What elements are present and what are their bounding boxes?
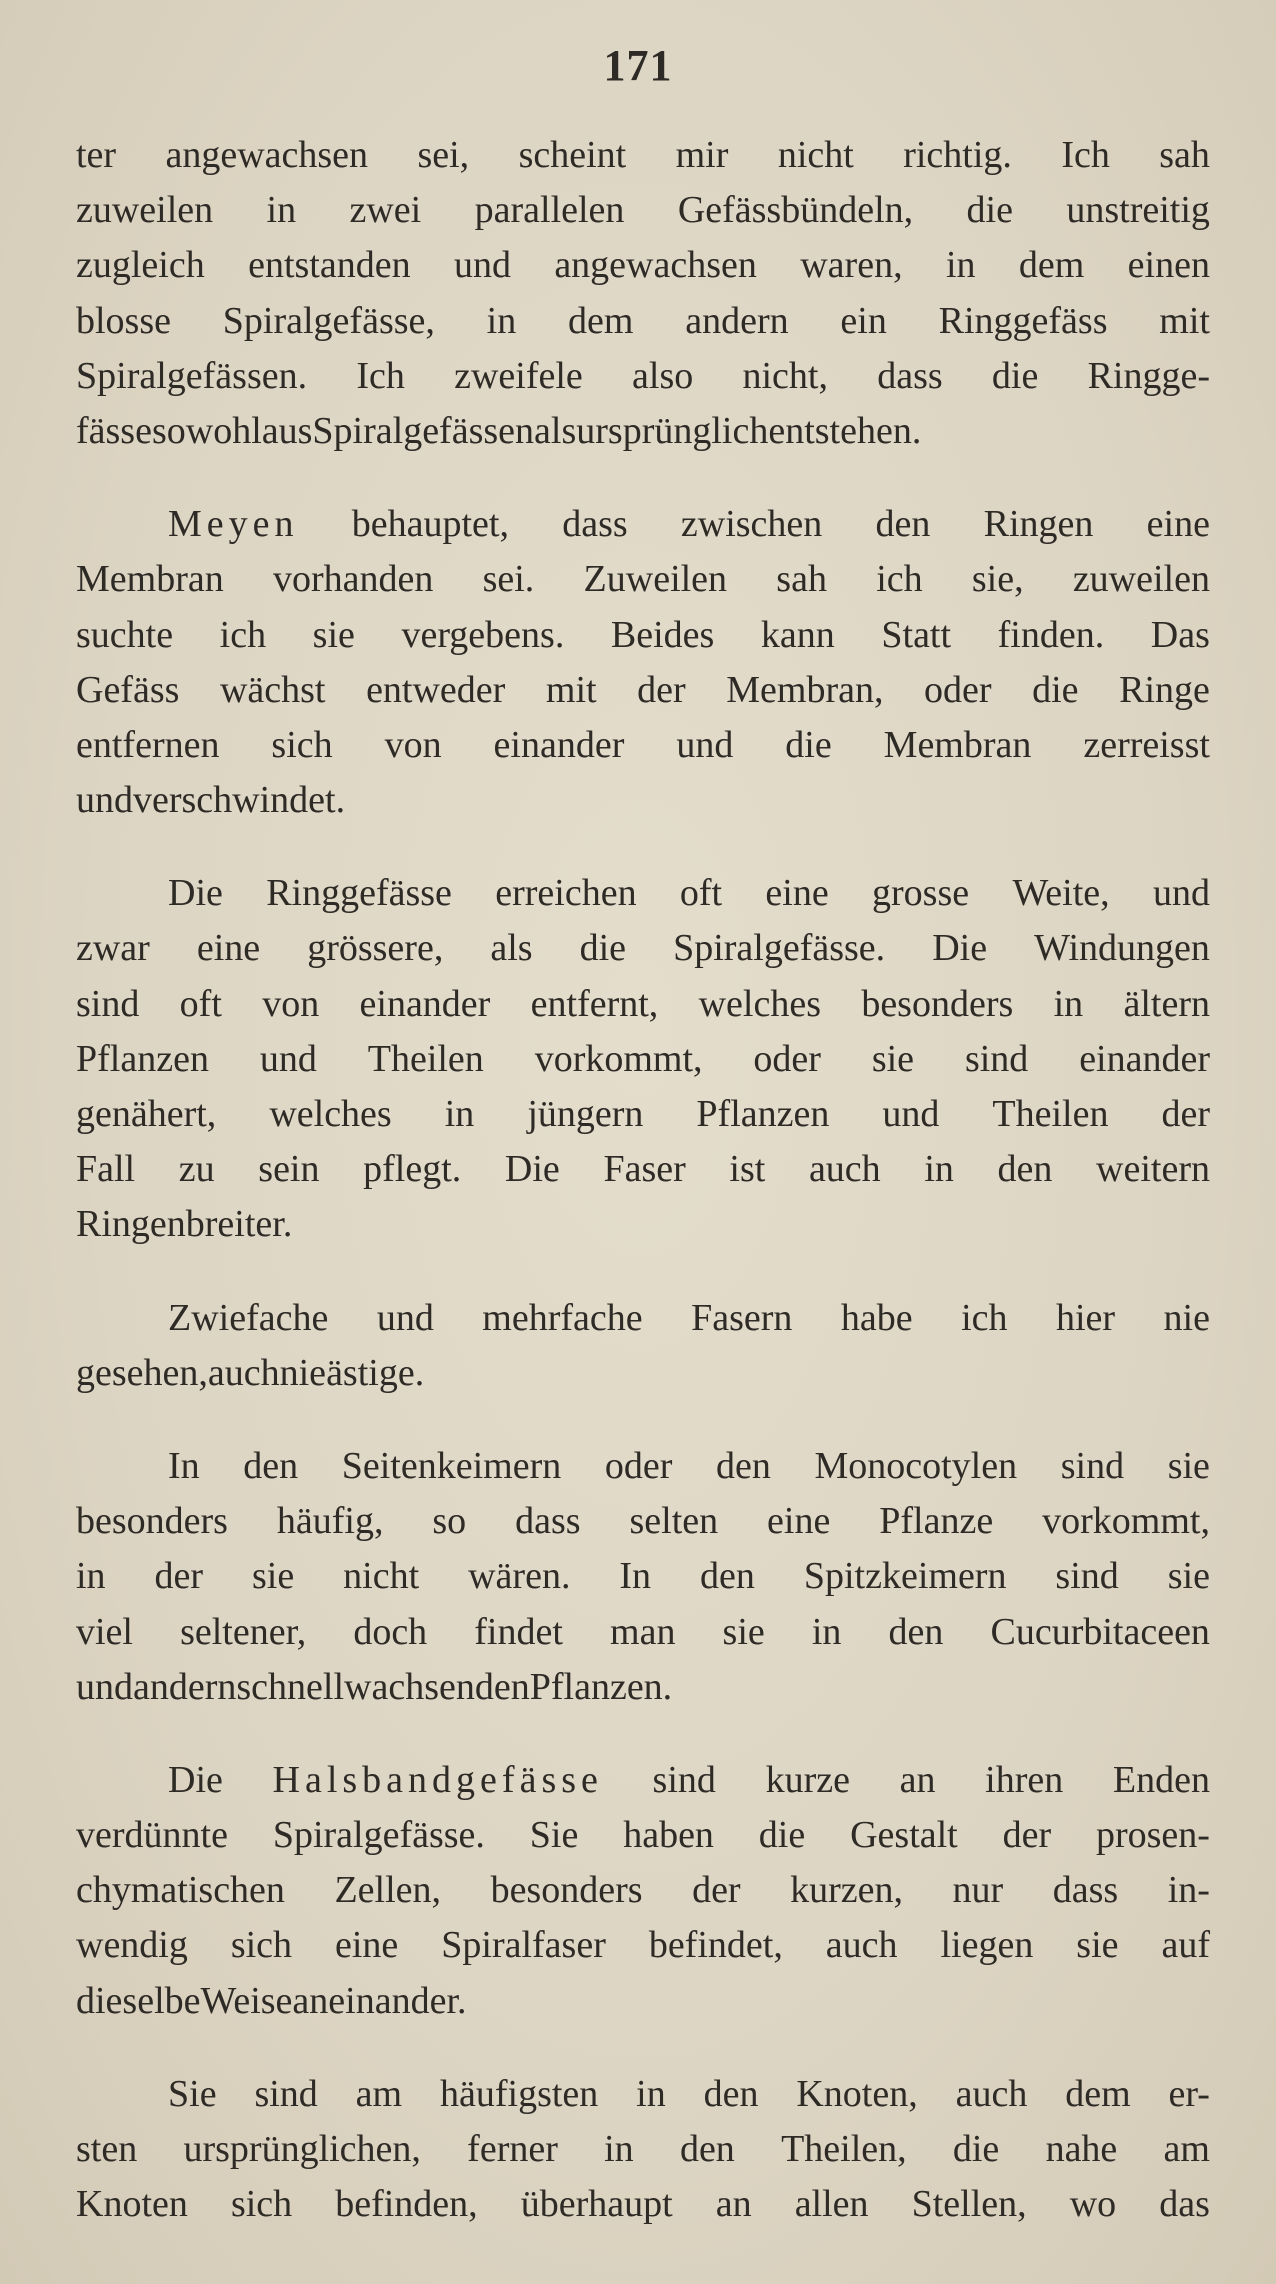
- text-line: Membran vorhanden sei. Zuweilen sah ich sie, zuweilen: [76, 558, 1210, 601]
- text-line: Pflanzen und Theilen vorkommt, oder sie sind einander: [76, 1037, 1210, 1080]
- text-line: gesehen, auch nie ästige.: [76, 1351, 425, 1394]
- text-line: Die Ringgefässe erreichen oft eine grosse Weite, und: [168, 872, 1210, 915]
- text-line: und verschwindet.: [76, 779, 346, 822]
- text-line: Gefäss wächst entweder mit der Membran, oder die Ringe: [76, 668, 1210, 711]
- text-line: In den Seitenkeimern oder den Monocotylen sind sie: [168, 1444, 1210, 1487]
- text-line: Die Halsbandgefässe sind kurze an ihren Enden: [168, 1758, 1210, 1801]
- text-line: wendig sich eine Spiralfaser befindet, auch liegen sie auf: [76, 1924, 1210, 1967]
- text-line: sten ursprünglichen, ferner in den Theilen, die nahe am: [76, 2128, 1210, 2170]
- body-text: [76, 128, 1210, 2270]
- paragraph: [76, 2067, 1210, 2233]
- paragraph: [76, 128, 1210, 459]
- text-line: sind oft von einander entfernt, welches besonders in ältern: [76, 982, 1210, 1025]
- paragraph: [76, 866, 1210, 1252]
- page-number: 171: [603, 41, 673, 90]
- text-line: Meyen behauptet, dass zwischen den Ringen eine: [168, 503, 1210, 546]
- text-line: ter angewachsen sei, scheint mir nicht richtig. Ich sah: [76, 134, 1210, 176]
- text-line: in der sie nicht wären. In den Spitzkeimern sind sie: [76, 1555, 1210, 1598]
- paragraph: [76, 1753, 1210, 2029]
- text-line: viel seltener, doch findet man sie in den Cucurbitaceen: [76, 1610, 1210, 1653]
- paragraph: [76, 1439, 1210, 1715]
- text-line: zwar eine grössere, als die Spiralgefässe. Die Windungen: [76, 927, 1210, 970]
- text-line: Fall zu sein pflegt. Die Faser ist auch in den weitern: [76, 1148, 1210, 1191]
- text-line: zugleich entstanden und angewachsen waren, in dem einen: [76, 244, 1210, 287]
- text-line: dieselbe Weise an einander.: [76, 1979, 467, 2022]
- paragraph: [76, 1291, 1210, 1401]
- text-line: chymatischen Zellen, besonders der kurzen, nur dass in-: [76, 1869, 1210, 1912]
- text-line: und andern schnell wachsenden Pflanzen.: [76, 1665, 673, 1708]
- text-line: blosse Spiralgefässe, in dem andern ein Ringgefäss mit: [76, 299, 1210, 342]
- text-line: Knoten sich befinden, überhaupt an allen Stellen, wo das: [76, 2183, 1210, 2226]
- text-line: entfernen sich von einander und die Membran zerreisst: [76, 723, 1210, 766]
- text-line: zuweilen in zwei parallelen Gefässbündeln, die unstreitig: [76, 189, 1210, 232]
- text-line: Spiralgefässen. Ich zweifele also nicht, dass die Ringge-: [76, 354, 1210, 397]
- text-line: Ringen breiter.: [76, 1203, 293, 1246]
- text-line: suchte ich sie vergebens. Beides kann Statt finden. Das: [76, 613, 1210, 656]
- text-line: besonders häufig, so dass selten eine Pflanze vorkommt,: [76, 1500, 1210, 1543]
- paragraph: [76, 497, 1210, 828]
- text-line: Zwiefache und mehrfache Fasern habe ich hier nie: [168, 1296, 1210, 1339]
- text-line: fässe sowohl aus Spiralgefässen als ursprünglich entstehen.: [76, 409, 922, 452]
- text-line: verdünnte Spiralgefässe. Sie haben die Gestalt der prosen-: [76, 1814, 1210, 1857]
- text-line: genähert, welches in jüngern Pflanzen und Theilen der: [76, 1093, 1210, 1135]
- text-line: Sie sind am häufigsten in den Knoten, auch dem er-: [168, 2072, 1210, 2115]
